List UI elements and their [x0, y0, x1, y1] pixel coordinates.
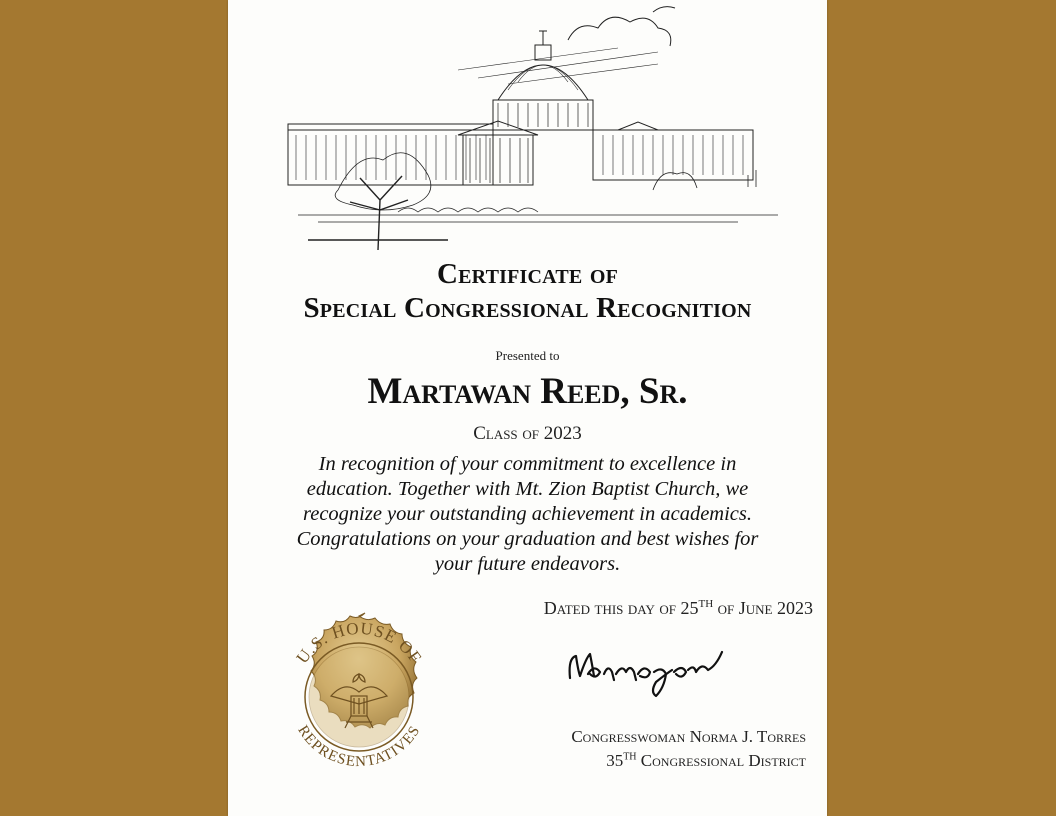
congressional-district [448, 751, 806, 771]
certificate-title-line1: Certificate of [436, 258, 619, 290]
recipient-name: Martawan Reed, Sr. [367, 371, 688, 412]
seal-text-top: U.S. HOUSE OF [292, 618, 426, 668]
district-suffix: Congressional District [636, 751, 806, 770]
handwritten-signature [558, 630, 738, 700]
recognition-line: In recognition of your commitment to excellence in [318, 453, 737, 475]
class-of-line: Class of 2023 [473, 423, 582, 444]
district-number: 35 [606, 751, 624, 770]
dated-ordinal: TH [698, 598, 714, 610]
presented-to-label: Presented to [495, 348, 560, 363]
signatory-name: Congresswoman Norma J. Torres [571, 727, 806, 746]
dated-prefix: Dated this day of 25 [543, 598, 699, 618]
recognition-line: education. Together with Mt. Zion Baptist Church, we [306, 478, 749, 500]
district-ordinal: TH [623, 751, 637, 763]
seal-text-bottom: REPRESENTATIVES [294, 722, 424, 771]
dated-line [483, 598, 813, 619]
recognition-line: your future endeavors. [434, 553, 621, 575]
recognition-line: recognize your outstanding achievement in academics. [303, 503, 752, 525]
recognition-text [260, 452, 795, 577]
house-of-representatives-seal [266, 604, 452, 790]
recognition-line: Congratulations on your graduation and best wishes for [296, 528, 759, 550]
dated-suffix: of June 2023 [713, 598, 813, 618]
certificate-paper [228, 0, 827, 816]
certificate-title-line2: Special Congressional Recognition [303, 292, 752, 324]
capitol-building-illustration [258, 0, 778, 255]
